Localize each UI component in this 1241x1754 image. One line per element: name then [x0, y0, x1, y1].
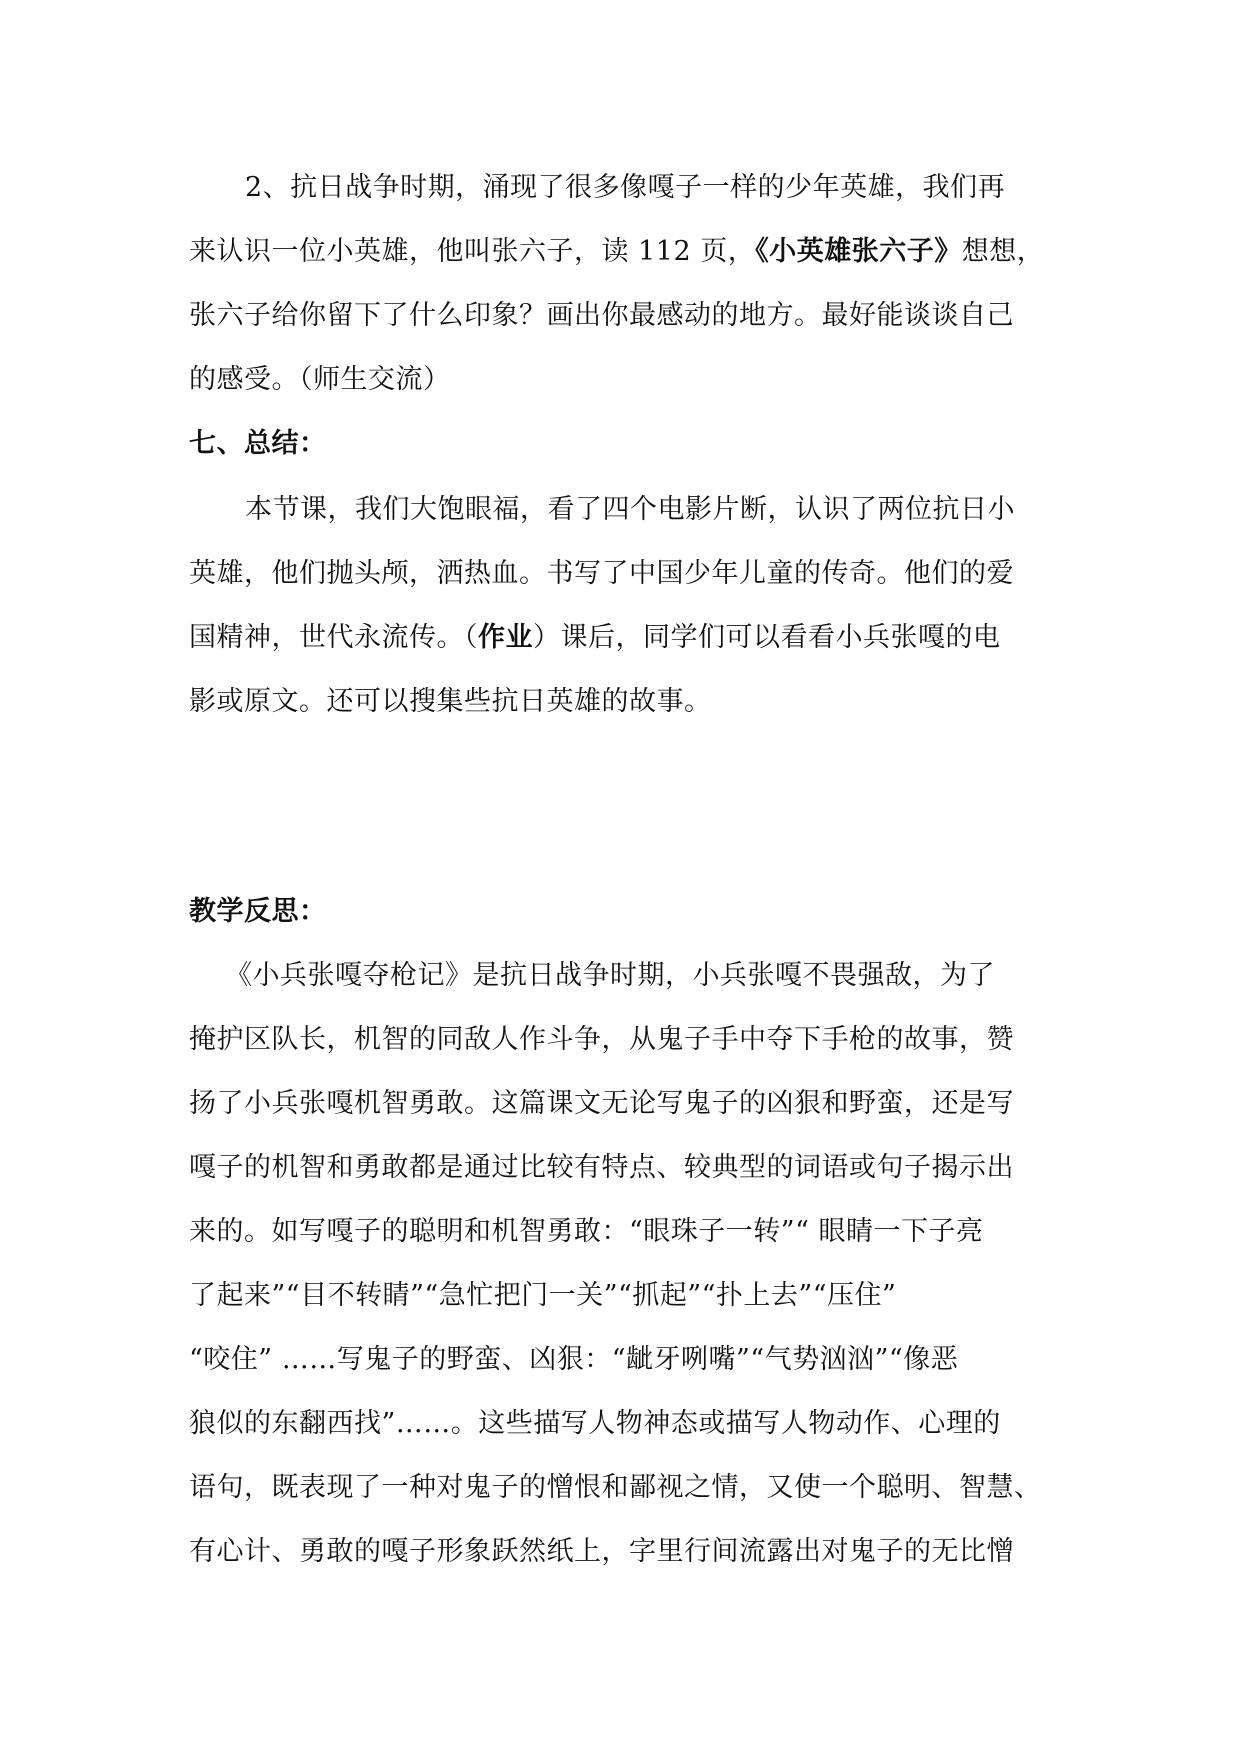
text: 扬了小兵张嘎机智勇敢。这篇课文无论写鬼子的凶狠和野蛮，还是写 [189, 1088, 1014, 1119]
paragraph-line [0, 490, 1241, 530]
paragraph-line [0, 1020, 1241, 1060]
paragraph-line [0, 682, 1241, 722]
section-heading [0, 892, 1241, 932]
paragraph-line [0, 1532, 1241, 1572]
text: 2、抗日战争时期，涌现了很多像嘎子一样的少年英雄，我们再 [245, 172, 1006, 203]
section-heading [0, 424, 1241, 464]
paragraph-line [0, 1468, 1241, 1508]
paragraph-line [0, 554, 1241, 594]
text: 狼似的东翻西找”……。这些描写人物神态或描写人物动作、心理的 [189, 1408, 1001, 1439]
text: ）课后，同学们可以看看小兵张嘎的电 [533, 622, 1001, 653]
paragraph-line [0, 1276, 1241, 1316]
paragraph-line [0, 168, 1241, 208]
paragraph-line [0, 1148, 1241, 1188]
paragraph-line [0, 1404, 1241, 1444]
paragraph-line [0, 618, 1241, 658]
heading-text: 教学反思： [189, 896, 327, 927]
text: 有心计、勇敢的嘎子形象跃然纸上，字里行间流露出对鬼子的无比憎 [189, 1536, 1014, 1567]
text: 本节课，我们大饱眼福，看了四个电影片断，认识了两位抗日小 [245, 494, 1015, 525]
text: 想想， [961, 236, 1045, 267]
paragraph-line [0, 296, 1241, 336]
text: “咬住” ……写鬼子的野蛮、凶狠：“龇牙咧嘴”“气势汹汹”“像恶 [189, 1344, 959, 1375]
text: 掩护区队长，机智的同敌人作斗争，从鬼子手中夺下手枪的故事，赞 [189, 1024, 1014, 1055]
paragraph-line [0, 1340, 1241, 1380]
book-title-bold: 《小英雄张六子》 [755, 236, 962, 267]
paragraph-line [0, 956, 1241, 996]
text: 了起来”“目不转睛”“急忙把门一关”“抓起”“扑上去”“压住” [189, 1280, 897, 1311]
paragraph-line [0, 1212, 1241, 1252]
text: 嘎子的机智和勇敢都是通过比较有特点、较典型的词语或句子揭示出 [189, 1152, 1014, 1183]
paragraph-line [0, 232, 1241, 272]
text: 影或原文。还可以搜集些抗日英雄的故事。 [189, 686, 712, 717]
text: 的感受。（师生交流） [189, 364, 451, 395]
text: 国精神，世代永流传。（ [189, 622, 478, 653]
paragraph-line [0, 1084, 1241, 1124]
text: 来认识一位小英雄，他叫张六子，读 112 页， [189, 236, 756, 267]
text: 张六子给你留下了什么印象？画出你最感动的地方。最好能谈谈自己 [189, 300, 1014, 331]
text: 来的。如写嘎子的聪明和机智勇敢：“眼珠子一转”“ 眼睛一下子亮 [189, 1216, 984, 1247]
homework-bold: 作业 [478, 622, 533, 653]
text: 英雄，他们抛头颅，洒热血。书写了中国少年儿童的传奇。他们的爱 [189, 558, 1014, 589]
paragraph-line [0, 360, 1241, 400]
text: 《小兵张嘎夺枪记》是抗日战争时期，小兵张嘎不畏强敌，为了 [225, 960, 995, 991]
heading-text: 七、总结： [189, 428, 327, 459]
text: 语句，既表现了一种对鬼子的憎恨和鄙视之情，又使一个聪明、智慧、 [189, 1472, 1042, 1503]
